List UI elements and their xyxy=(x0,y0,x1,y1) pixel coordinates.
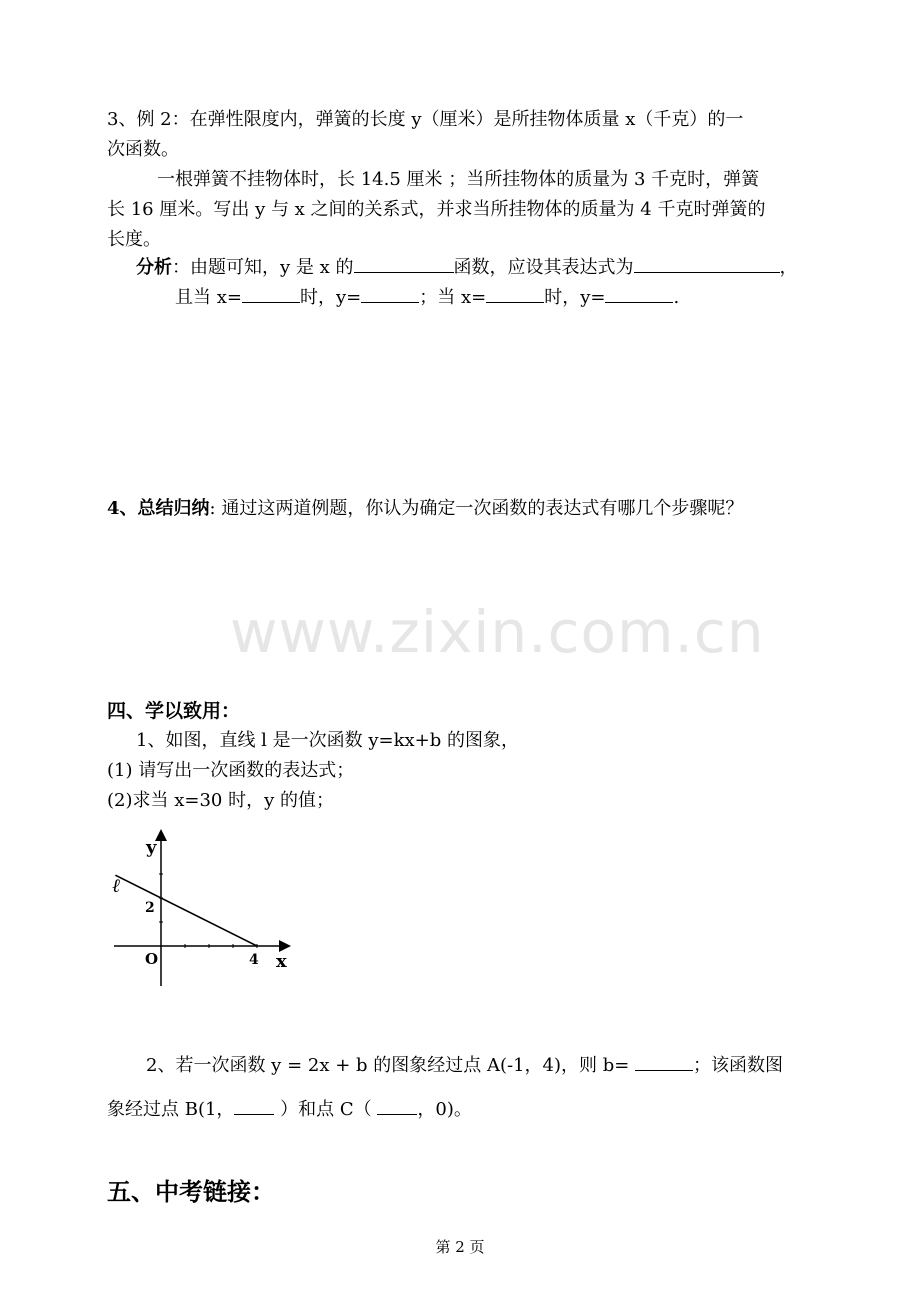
cond-text-d: 时，y= xyxy=(544,287,606,308)
cond-text-b: 时，y= xyxy=(299,287,362,308)
q2-text-a: 2、若一次函数 y = 2x + b 的图象经过点 A(-1，4)，则 b= xyxy=(146,1055,636,1076)
q2-text-e: ，0)。 xyxy=(417,1099,472,1120)
summary-text: : 通过这两道例题，你认为确定一次函数的表达式有哪几个步骤呢？ xyxy=(209,498,744,519)
blank-x1[interactable] xyxy=(242,284,300,303)
q2-text-b: ；该函数图 xyxy=(693,1055,784,1076)
cond-text-e: . xyxy=(673,287,680,308)
analysis-line xyxy=(136,254,798,280)
q2-text-c: 象经过点 B(1， xyxy=(107,1099,235,1120)
summary-label: 4、总结归纳 xyxy=(107,498,210,519)
analysis-label: 分析 xyxy=(136,257,172,278)
function-graph xyxy=(100,826,300,996)
example2-line4: 长 16 厘米。写出 y 与 x 之间的关系式，并求当所挂物体的质量为 4 千克时弹簧的 xyxy=(107,199,766,220)
example2-line1: 3、例 2：在弹性限度内，弹簧的长度 y（厘米）是所挂物体质量 x（千克）的一 xyxy=(107,109,744,130)
cond-text-c: ；当 x= xyxy=(419,287,487,308)
q2-line2 xyxy=(107,1096,472,1122)
x-intercept-label: 4 xyxy=(249,952,259,968)
example2-line3: 一根弹簧不挂物体时，长 14.5 厘米 ；当所挂物体的质量为 3 千克时，弹簧 xyxy=(157,169,760,190)
origin-label: O xyxy=(145,950,159,968)
q1-sub1: (1) 请写出一次函数的表达式； xyxy=(107,760,355,781)
y-axis-label: y xyxy=(146,837,157,858)
analysis-text-a: ：由题可知，y 是 x 的 xyxy=(172,257,354,278)
blank-function-type[interactable] xyxy=(354,254,454,273)
blank-b-y[interactable] xyxy=(234,1096,274,1115)
q1-text: 1、如图，直线 l 是一次函数 y=kx+b 的图象， xyxy=(136,730,520,751)
q2-line1 xyxy=(146,1052,783,1078)
blank-y1[interactable] xyxy=(361,284,419,303)
blank-y2[interactable] xyxy=(605,284,673,303)
y-intercept-label: 2 xyxy=(145,900,155,916)
blank-expression[interactable] xyxy=(634,254,780,273)
x-axis-label: x xyxy=(276,951,287,972)
analysis-text-c: ， xyxy=(779,257,798,278)
example2-line5: 长度。 xyxy=(107,229,161,250)
q2-text-d: ）和点 C（ xyxy=(274,1099,378,1120)
condition-line xyxy=(175,284,679,310)
function-line xyxy=(115,875,257,946)
blank-x2[interactable] xyxy=(486,284,544,303)
analysis-text-b: 函数，应设其表达式为 xyxy=(453,257,634,278)
summary-line xyxy=(107,497,743,521)
blank-c-x[interactable] xyxy=(377,1096,417,1115)
q1-sub2: (2)求当 x=30 时，y 的值； xyxy=(107,790,334,811)
line-label: ℓ xyxy=(112,875,120,897)
section5-heading: 五、中考链接： xyxy=(107,1177,275,1206)
blank-b[interactable] xyxy=(635,1052,693,1071)
watermark: www.zixin.com.cn xyxy=(230,598,765,666)
cond-text-a: 且当 x= xyxy=(175,287,242,308)
section4-heading: 四、学以致用： xyxy=(107,700,241,722)
example2-line2: 次函数。 xyxy=(107,139,179,160)
page-number: 第 2 页 xyxy=(435,1238,485,1256)
axis-ticks xyxy=(159,874,257,948)
